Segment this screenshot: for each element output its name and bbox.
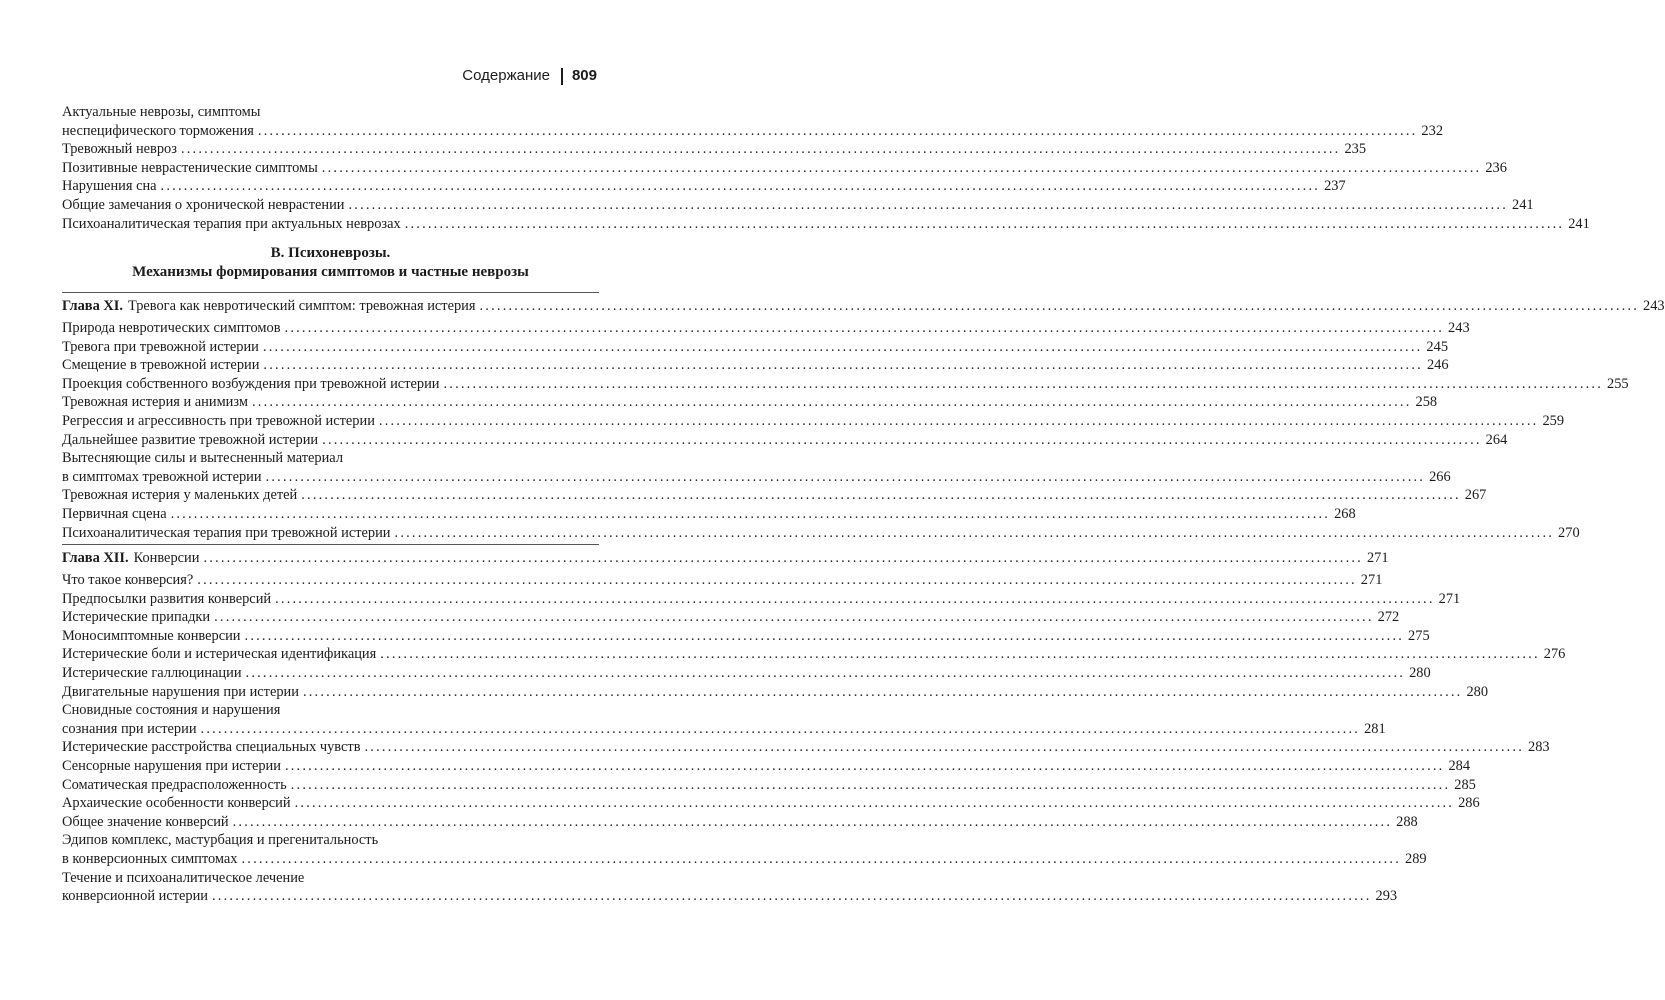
toc-entry [62, 505, 1356, 524]
toc-entry [62, 215, 1590, 234]
leader-dots: ........................................................................................................................................................................................................ [479, 298, 1640, 314]
toc-entry [62, 356, 1449, 375]
leader-dots: ........................................................................................................................................................................................................ [200, 720, 1361, 737]
chapter-page: 271 [1366, 550, 1389, 566]
toc-entry-title: Истерические припадки [62, 609, 211, 626]
toc-entry-page: 281 [1364, 720, 1386, 737]
toc-entry [62, 196, 1534, 215]
leader-dots: ........................................................................................................................................................................................................ [160, 178, 1321, 195]
toc-entry [62, 664, 1431, 683]
toc-entry [62, 122, 1444, 141]
toc-entry [62, 683, 1489, 702]
toc-entry-page: 283 [1528, 739, 1550, 756]
toc-entry-page: 259 [1542, 412, 1565, 429]
toc-entry [62, 794, 1480, 813]
toc-entry-title: Тревожный невроз [62, 141, 177, 158]
toc-entry-title: Моносимптомные конверсии [62, 627, 241, 644]
chapter-12-heading [62, 549, 1389, 568]
toc-entry-title: Проекция собственного возбуждения при тревожной истерии [62, 375, 440, 392]
leader-dots: ........................................................................................................................................................................................................ [263, 357, 1423, 374]
toc-entry-continuation: Актуальные неврозы, симптомы [62, 104, 261, 120]
leader-dots: ........................................................................................................................................................................................................ [180, 141, 1341, 158]
chapter-title: Конверсии [133, 550, 200, 566]
toc-entry [62, 468, 1451, 487]
leader-dots: ........................................................................................................................................................................................................ [284, 757, 1445, 774]
leader-dots: ........................................................................................................................................................................................................ [302, 683, 1463, 700]
leader-dots: ........................................................................................................................................................................................................ [232, 813, 1393, 830]
leader-dots: ........................................................................................................................................................................................................ [378, 412, 1539, 429]
chapter-11-heading [62, 297, 1665, 316]
toc-entry-title: Регрессия и агрессивность при тревожной истерии [62, 412, 375, 429]
leader-dots: ........................................................................................................................................................................................................ [394, 524, 1555, 541]
section-heading-line2: Механизмы формирования симптомов и частные неврозы [132, 264, 529, 280]
toc-entry-title: Общие замечания о хронической неврастении [62, 196, 345, 213]
toc-entry [62, 590, 1461, 609]
toc-entry-title: Тревога при тревожной истерии [62, 338, 259, 355]
toc-entry-title: конверсионной истерии [62, 888, 208, 905]
chapter-page: 243 [1643, 298, 1665, 314]
section-heading-line1: B. Психоневрозы. [270, 245, 391, 261]
leader-dots: ........................................................................................................................................................................................................ [348, 196, 1509, 213]
toc-entry-title: Двигательные нарушения при истерии [62, 683, 299, 700]
leader-dots: ........................................................................................................................................................................................................ [321, 159, 1482, 176]
toc-entry-title: Истерические боли и истерическая идентификация [62, 646, 377, 663]
toc-entry-title: Нарушения сна [62, 178, 157, 195]
toc-entry [62, 431, 1508, 450]
toc-entry-page: 275 [1408, 627, 1430, 644]
leader-dots: ........................................................................................................................................................................................................ [197, 572, 1357, 588]
toc-entry-page: 241 [1568, 215, 1590, 232]
chapter-11-entries [62, 319, 1629, 542]
toc-entry [62, 486, 1487, 505]
toc-entry-page: 236 [1485, 159, 1507, 176]
toc-entry-page: 280 [1466, 683, 1489, 700]
toc-entry-page: 266 [1429, 468, 1451, 485]
leader-dots: ........................................................................................................................................................................................................ [290, 776, 1451, 793]
leader-dots: ........................................................................................................................................................................................................ [301, 487, 1461, 504]
leader-dots: ........................................................................................................................................................................................................ [275, 590, 1435, 607]
toc-entry-page: 235 [1344, 141, 1367, 158]
toc-entry-page: 232 [1421, 122, 1444, 139]
toc-entry-page: 268 [1334, 505, 1356, 522]
toc-top-group [62, 103, 1590, 233]
toc-entry [62, 720, 1386, 739]
chapter-12-entries [62, 571, 1566, 906]
toc-entry-page: 258 [1415, 394, 1438, 411]
toc-entry [62, 177, 1346, 196]
chapter-title: Тревога как невротический симптом: тревожная истерия [127, 298, 476, 314]
toc-entry-title: Истерические расстройства специальных чувств [62, 739, 361, 756]
toc-entry-title: Психоаналитическая терапия при актуальных неврозах [62, 215, 401, 232]
divider-rule [62, 544, 599, 545]
toc-entry-continuation: Сновидные состояния и нарушения [62, 702, 281, 719]
toc-entry-page: 271 [1360, 572, 1383, 588]
toc-entry [62, 850, 1427, 869]
leader-dots: ........................................................................................................................................................................................................ [380, 646, 1540, 663]
toc-entry-title: Что такое конверсия? [62, 572, 194, 588]
toc-entry-page: 267 [1464, 487, 1487, 504]
toc-entry [62, 645, 1566, 664]
chapter-label: Глава XII. [62, 550, 129, 566]
toc-entry-title: Общее значение конверсий [62, 813, 229, 830]
toc-entry-title: Архаические особенности конверсий [62, 795, 291, 812]
toc-entry-page: 284 [1448, 757, 1471, 774]
leader-dots: ........................................................................................................................................................................................................ [214, 609, 1374, 626]
toc-entry-page: 289 [1405, 850, 1427, 867]
toc-entry-title: Тревожная истерия и анимизм [62, 394, 248, 411]
leader-dots: ........................................................................................................................................................................................................ [322, 431, 1482, 448]
toc-entry-title: Позитивные неврастенические симптомы [62, 159, 318, 176]
leader-dots: ........................................................................................................................................................................................................ [170, 505, 1331, 522]
toc-entry-title: Истерические галлюцинации [62, 664, 242, 681]
toc-entry-title: Природа невротических симптомов [62, 320, 281, 336]
toc-entry-continuation: Течение и психоаналитическое лечение [62, 869, 305, 886]
toc-entry-page: 286 [1458, 795, 1480, 812]
toc-entry [62, 776, 1476, 795]
leader-dots: ........................................................................................................................................................................................................ [241, 850, 1402, 867]
toc-entry-page: 270 [1558, 524, 1580, 541]
toc-entry [62, 319, 1470, 338]
toc-entry-title: Тревожная истерия у маленьких детей [62, 487, 298, 504]
leader-dots: ........................................................................................................................................................................................................ [443, 375, 1604, 392]
toc-chapter-entry [62, 297, 1665, 316]
section-heading [62, 244, 599, 282]
toc-entry [62, 338, 1449, 357]
leader-dots: ........................................................................................................................................................................................................ [212, 888, 1372, 905]
header-section-title: Содержание [462, 67, 550, 84]
chapter-label: Глава XI. [62, 298, 123, 314]
toc-entry-continuation: Эдипов комплекс, мастурбация и прегенитальность [62, 832, 379, 849]
leader-dots: ........................................................................................................................................................................................................ [244, 627, 1405, 644]
leader-dots: ........................................................................................................................................................................................................ [203, 550, 1363, 566]
toc-entry [62, 813, 1418, 832]
toc-entry [62, 159, 1507, 178]
toc-entry-title: Смещение в тревожной истерии [62, 357, 260, 374]
toc-entry-title: Соматическая предрасположенность [62, 776, 287, 793]
leader-dots: ........................................................................................................................................................................................................ [404, 215, 1565, 232]
toc-entry-title: Сенсорные нарушения при истерии [62, 757, 281, 774]
toc-entry-title: в конверсионных симптомах [62, 850, 238, 867]
toc-entry [62, 571, 1383, 590]
running-header [462, 66, 597, 86]
toc-entry-title: Дальнейшее развитие тревожной истерии [62, 431, 319, 448]
toc-entry-page: 276 [1543, 646, 1566, 663]
header-separator [561, 68, 563, 85]
leader-dots: ........................................................................................................................................................................................................ [262, 338, 1423, 355]
toc-entry-page: 245 [1426, 338, 1449, 355]
toc-entry-page: 271 [1438, 590, 1461, 607]
leader-dots: ........................................................................................................................................................................................................ [265, 468, 1426, 485]
toc-entry-title: Психоаналитическая терапия при тревожной истерии [62, 524, 391, 541]
toc-entry [62, 757, 1471, 776]
toc-entry-title: сознания при истерии [62, 720, 197, 737]
toc-entry-page: 237 [1324, 178, 1346, 195]
toc-entry [62, 375, 1629, 394]
leader-dots: ........................................................................................................................................................................................................ [364, 739, 1525, 756]
toc-entry-page: 241 [1512, 196, 1534, 213]
toc-entry [62, 412, 1565, 431]
leader-dots: ........................................................................................................................................................................................................ [257, 122, 1418, 139]
toc-entry [62, 140, 1367, 159]
toc-entry-title: Предпосылки развития конверсий [62, 590, 272, 607]
toc-entry-page: 288 [1396, 813, 1418, 830]
leader-dots: ........................................................................................................................................................................................................ [251, 394, 1412, 411]
toc-entry-page: 246 [1426, 357, 1449, 374]
leader-dots: ........................................................................................................................................................................................................ [294, 795, 1455, 812]
toc-entry-title: неспецифического торможения [62, 122, 254, 139]
toc-entry-page: 272 [1377, 609, 1400, 626]
toc-entry-page: 280 [1409, 664, 1431, 681]
divider-rule [62, 292, 599, 293]
toc-entry-page: 293 [1375, 888, 1398, 905]
toc-entry [62, 627, 1430, 646]
toc-entry-continuation: Вытесняющие силы и вытесненный материал [62, 450, 343, 467]
toc-entry [62, 608, 1400, 627]
toc-chapter-entry [62, 549, 1389, 568]
toc-entry-page: 264 [1485, 431, 1508, 448]
toc-entry [62, 887, 1398, 906]
leader-dots: ........................................................................................................................................................................................................ [245, 664, 1406, 681]
toc-entry [62, 524, 1580, 543]
toc-entry-page: 285 [1454, 776, 1476, 793]
leader-dots: ........................................................................................................................................................................................................ [284, 320, 1445, 336]
toc-entry-page: 255 [1607, 375, 1629, 392]
toc-entry [62, 738, 1550, 757]
toc-entry-page: 243 [1448, 320, 1470, 336]
toc-entry-title: в симптомах тревожной истерии [62, 468, 262, 485]
toc-entry [62, 393, 1438, 412]
header-page-number: 809 [571, 67, 597, 84]
toc-entry-title: Первичная сцена [62, 505, 167, 522]
